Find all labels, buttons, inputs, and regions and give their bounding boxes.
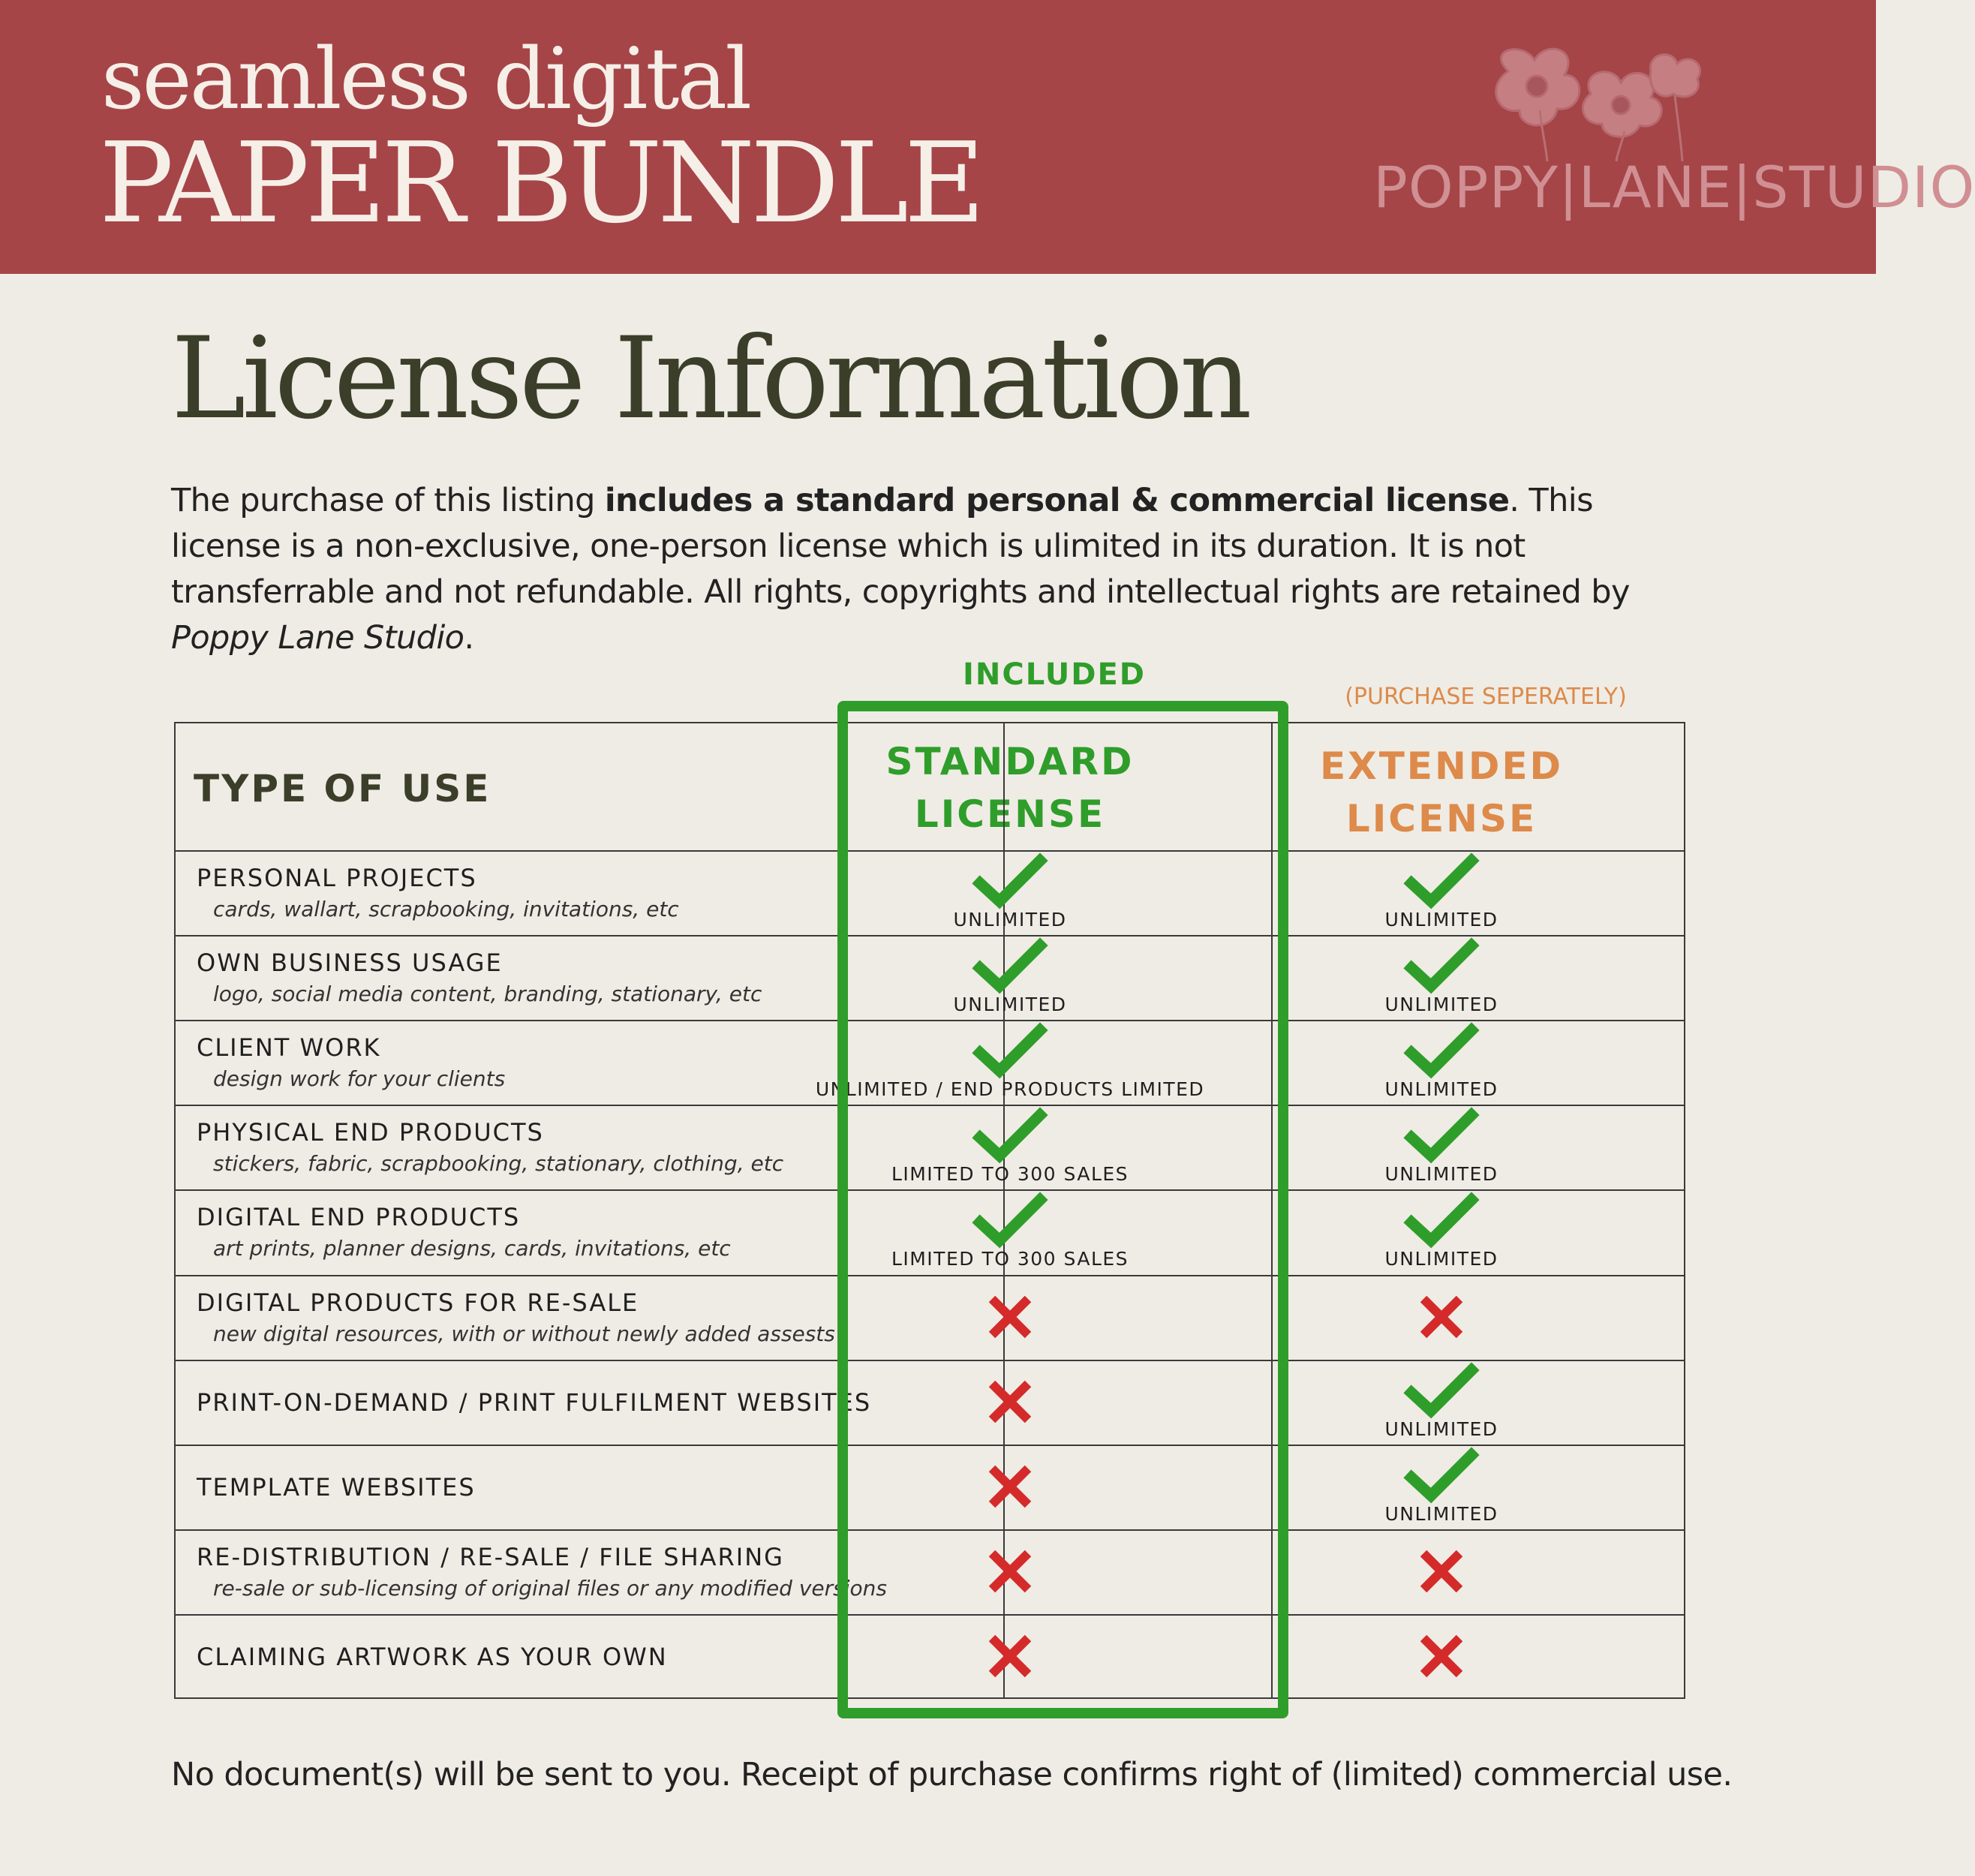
- check-icon: [1405, 1024, 1477, 1078]
- use-type-description: stickers, fabric, scrapbooking, stationary, clothing, etc: [213, 1151, 784, 1177]
- license-limit-note: UNLIMITED: [1384, 1078, 1499, 1101]
- title-small: seamless digital: [101, 31, 750, 128]
- use-type-title: CLIENT WORK: [197, 1033, 381, 1063]
- use-type-description: cards, wallart, scrapbooking, invitations, etc: [213, 897, 679, 921]
- cross-icon: [1417, 1293, 1465, 1341]
- use-type-title: PERSONAL PROJECTS: [197, 864, 477, 892]
- check-icon: [1405, 940, 1477, 994]
- intro-text-3: .: [464, 619, 474, 657]
- purchase-separately-label: (PURCHASE SEPERATELY): [1345, 684, 1627, 710]
- use-type-title: DIGITAL END PRODUCTS: [197, 1203, 521, 1232]
- brand-logo: [1373, 41, 1975, 236]
- use-type-title: CLAIMING ARTWORK AS YOUR OWN: [197, 1642, 668, 1671]
- use-type-title: TEMPLATE WEBSITES: [197, 1472, 476, 1502]
- intro-text-2: . This license is a non-exclusive, one-person license which is ulimited in its duration. It is not transferrable and not refundable. All rights, copyrights and intellectual rights are retained by: [171, 482, 1630, 611]
- use-type-description: logo, social media content, branding, stationary, etc: [213, 982, 762, 1007]
- extended-license-cell: [1224, 1445, 1659, 1529]
- poppy-flower-icon: [1373, 41, 1853, 161]
- extended-license-cell: [1224, 1189, 1659, 1274]
- page-title: License Information: [171, 314, 1249, 444]
- license-limit-note: UNLIMITED: [953, 909, 1067, 930]
- extended-license-cell: [1224, 1105, 1659, 1189]
- extended-header-line-1: EXTENDED: [1320, 744, 1563, 788]
- column-header-type-of-use: TYPE OF USE: [194, 767, 491, 810]
- cross-icon: [1417, 1547, 1465, 1595]
- license-limit-note: LIMITED TO 300 SALES: [891, 1163, 1129, 1186]
- intro-paragraph: [171, 478, 1694, 661]
- intro-text-italic: Poppy Lane Studio: [171, 619, 464, 657]
- license-limit-note: LIMITED TO 300 SALES: [891, 1248, 1129, 1270]
- use-type-title: RE-DISTRIBUTION / RE-SALE / FILE SHARING: [197, 1542, 784, 1571]
- cross-icon: [1417, 1632, 1465, 1680]
- use-type-title: PRINT-ON-DEMAND / PRINT FULFILMENT WEBSITES: [197, 1387, 872, 1417]
- license-limit-note: UNLIMITED: [1384, 1418, 1499, 1440]
- use-type-title: OWN BUSINESS USAGE: [197, 949, 503, 978]
- title-big: PAPER BUNDLE: [99, 119, 981, 248]
- use-type-description: design work for your clients: [213, 1066, 506, 1092]
- intro-text-1: The purchase of this listing: [171, 482, 605, 519]
- license-limit-note: UNLIMITED: [1384, 994, 1499, 1016]
- license-limit-note: UNLIMITED: [1384, 909, 1499, 930]
- check-icon: [1405, 855, 1477, 909]
- extended-license-cell: [1224, 850, 1659, 935]
- use-type-description: new digital resources, with or without newly added assests: [213, 1321, 835, 1346]
- header-banner: [0, 0, 1975, 274]
- license-limit-note: UNLIMITED: [1384, 1163, 1499, 1186]
- use-type-title: PHYSICAL END PRODUCTS: [197, 1118, 544, 1147]
- included-label: INCLUDED: [963, 657, 1146, 692]
- check-icon: [1405, 1194, 1477, 1248]
- extended-license-cell: [1224, 1614, 1659, 1699]
- license-limit-note: UNLIMITED / END PRODUCTS LIMITED: [815, 1078, 1205, 1101]
- extended-license-cell: [1224, 1020, 1659, 1105]
- brand-name: POPPY|LANE|STUDIO: [1373, 154, 1975, 221]
- included-highlight-box: [837, 701, 1288, 1718]
- use-type-description: re-sale or sub-licensing of original files or any modified versions: [213, 1575, 887, 1601]
- column-header-extended-license: [1224, 740, 1659, 845]
- license-limit-note: UNLIMITED: [953, 994, 1067, 1016]
- extended-license-cell: [1224, 935, 1659, 1020]
- extended-header-line-2: LICENSE: [1345, 797, 1538, 840]
- extended-license-cell: [1224, 1529, 1659, 1614]
- standard-header-line-2: LICENSE: [914, 792, 1106, 836]
- check-icon: [1405, 1449, 1477, 1503]
- standard-header-line-1: STANDARD: [885, 740, 1135, 783]
- extended-license-cell: [1224, 1360, 1659, 1445]
- use-type-title: DIGITAL PRODUCTS FOR RE-SALE: [197, 1288, 639, 1317]
- check-icon: [1405, 1109, 1477, 1163]
- use-type-description: art prints, planner designs, cards, invitations, etc: [213, 1236, 731, 1261]
- license-limit-note: UNLIMITED: [1384, 1502, 1499, 1525]
- intro-text-bold: includes a standard personal & commercial license: [604, 482, 1510, 519]
- footer-note: No document(s) will be sent to you. Receipt of purchase confirms right of (limited) commercial use.: [171, 1756, 1733, 1793]
- extended-license-cell: [1224, 1275, 1659, 1360]
- check-icon: [1405, 1364, 1477, 1418]
- license-limit-note: UNLIMITED: [1384, 1248, 1499, 1270]
